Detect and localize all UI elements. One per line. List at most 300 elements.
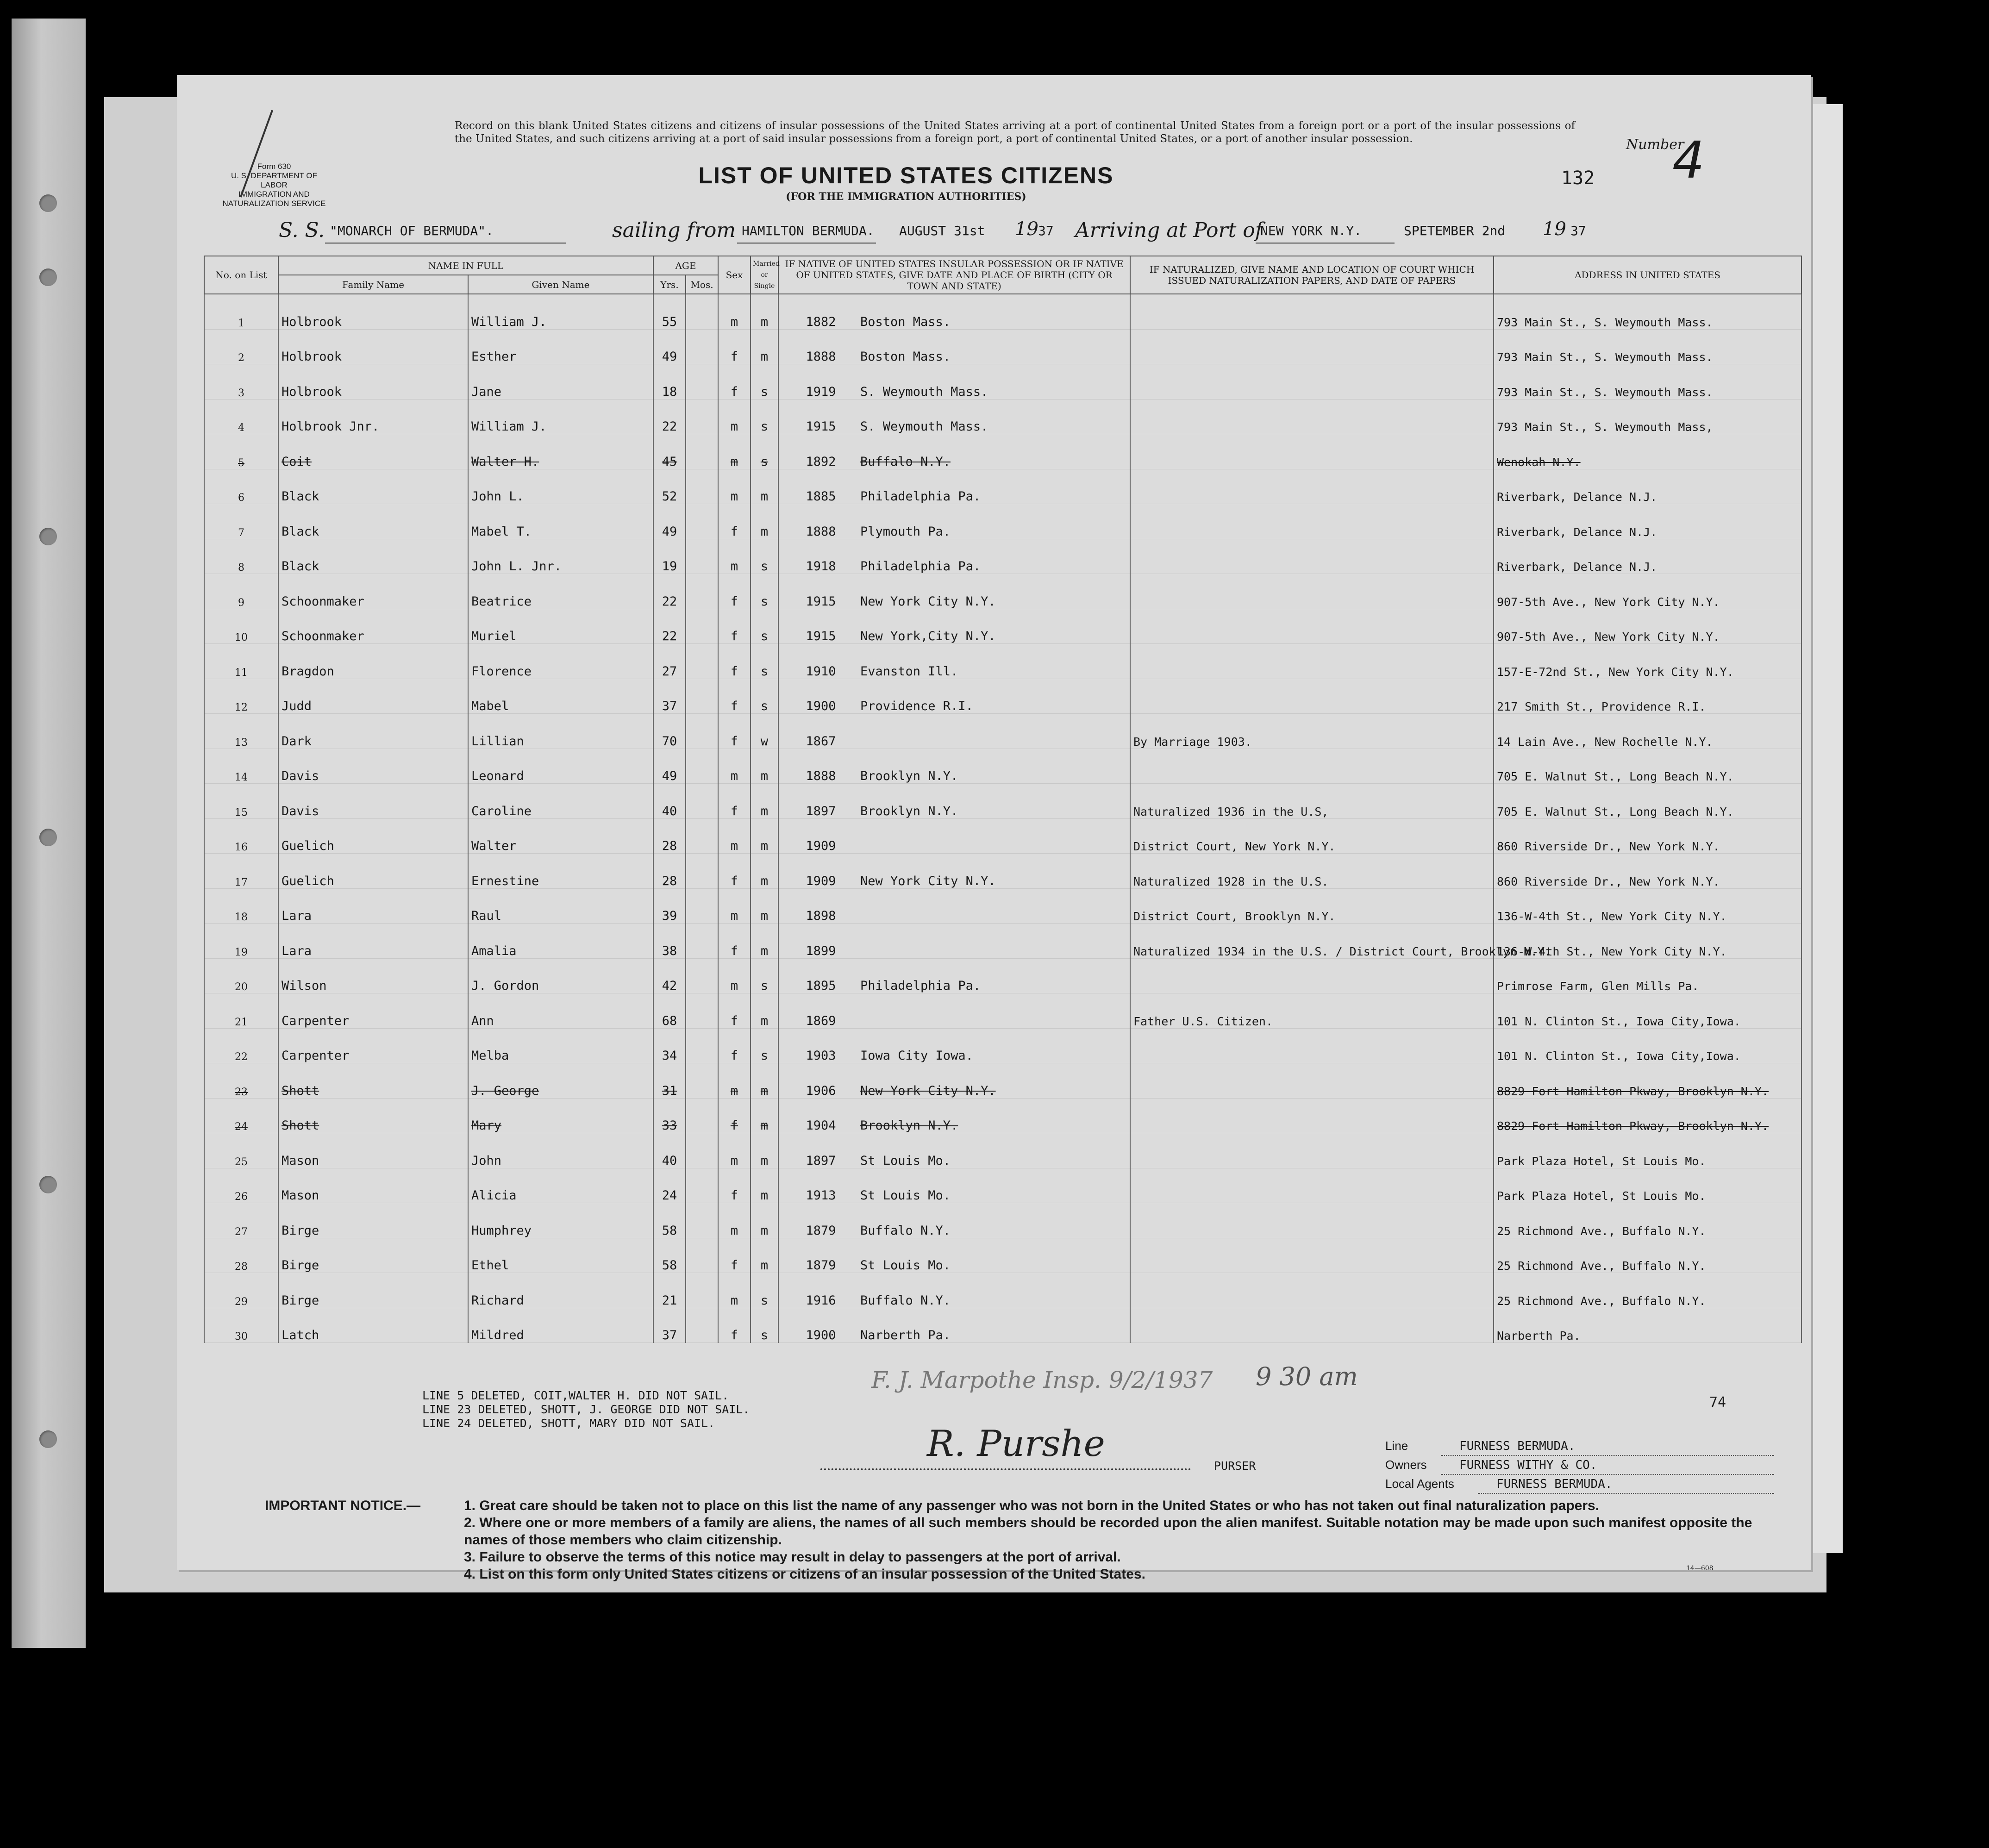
line-value: FURNESS BERMUDA. [1441,1437,1774,1456]
address-cell: 793 Main St., S. Weymouth Mass. [1494,364,1801,400]
row-number: 12 [204,679,278,714]
header-given-name: Given Name [468,275,653,294]
birth-place: Evanston Ill. [860,664,958,679]
birth-place: Providence R.I. [860,699,973,713]
table-row [204,679,1801,714]
row-number: 14 [204,749,278,784]
table-row [204,609,1801,644]
deleted-notes [422,1389,750,1430]
purser-signature-line [820,1468,1191,1470]
record-number: 132 [1561,168,1595,189]
given-name-cell: Richard [468,1273,653,1308]
header-sex: Sex [718,256,751,294]
page-title: LIST OF UNITED STATES CITIZENS [698,162,1114,188]
table-row [204,504,1801,539]
birth-place: S. Weymouth Mass. [860,384,988,399]
marital-cell: m [751,469,778,504]
manifest-table-wrap [204,256,1801,1501]
birth-year: 1879 [806,1258,836,1273]
agents-label: Local Agents [1385,1477,1454,1491]
birth-place: S. Weymouth Mass. [860,419,988,434]
address-cell: 793 Main St., S. Weymouth Mass, [1494,399,1801,434]
naturalized-cell [1130,329,1494,364]
age-months-cell [686,504,718,539]
marital-cell: s [751,644,778,679]
family-name-cell: Carpenter [278,1028,468,1063]
given-name-cell: Mildred [468,1308,653,1343]
age-years-cell: 27 [653,644,686,679]
age-months-cell [686,888,718,924]
marital-cell: m [751,888,778,924]
birth-year: 1888 [806,769,836,783]
birth-year: 1895 [806,979,836,993]
arrival-year: 37 [1570,223,1586,238]
birth-place: New York City N.Y. [860,594,996,609]
punch-hole [39,1430,57,1448]
birth-cell [778,888,1130,924]
line-label: Line [1385,1439,1408,1453]
sex-cell: m [718,469,751,504]
birth-year: 1910 [806,664,836,679]
birth-place: New York City N.Y. [860,1083,996,1098]
row-number: 21 [204,993,278,1029]
naturalized-cell [1130,1028,1494,1063]
given-name-cell: Amalia [468,924,653,959]
address-cell: 793 Main St., S. Weymouth Mass. [1494,294,1801,329]
age-months-cell [686,574,718,609]
age-years-cell: 70 [653,714,686,749]
birth-place: Philadelphia Pa. [860,559,981,574]
row-number: 16 [204,818,278,854]
family-name-cell: Coit [278,434,468,469]
given-name-cell: Florence [468,644,653,679]
address-cell: Park Plaza Hotel, St Louis Mo. [1494,1168,1801,1203]
naturalized-cell: By Marriage 1903. [1130,714,1494,749]
birth-cell [778,714,1130,749]
given-name-cell: Beatrice [468,574,653,609]
table-row [204,644,1801,679]
birth-year: 1897 [806,804,836,818]
birth-year: 1882 [806,314,836,329]
age-months-cell [686,294,718,329]
table-row [204,749,1801,784]
sex-cell: m [718,888,751,924]
table-row [204,329,1801,364]
naturalized-cell: Father U.S. Citizen. [1130,993,1494,1029]
header-birth: IF NATIVE OF UNITED STATES INSULAR POSSESSION OR IF NATIVE OF UNITED STATES, GIVE DATE AND PLACE OF BIRTH (CITY OR TOWN AND STATE) [778,256,1130,294]
table-row [204,888,1801,924]
company-info [1385,1437,1774,1494]
arrival-date: SPETEMBER 2nd [1404,223,1506,238]
row-number: 18 [204,888,278,924]
birth-year: 1898 [806,909,836,923]
naturalized-cell [1130,434,1494,469]
deleted-note: LINE 24 DELETED, SHOTT, MARY DID NOT SAIL. [422,1417,715,1430]
sex-cell: m [718,1133,751,1168]
birth-place: Buffalo N.Y. [860,1293,951,1308]
birth-year: 1915 [806,594,836,609]
birth-place: Plymouth Pa. [860,524,951,539]
table-row [204,1273,1801,1308]
birth-place: St Louis Mo. [860,1153,951,1168]
age-months-cell [686,714,718,749]
age-years-cell: 38 [653,924,686,959]
age-months-cell [686,644,718,679]
sex-cell: f [718,1238,751,1273]
row-number: 3 [204,364,278,400]
naturalized-cell [1130,679,1494,714]
table-row [204,1133,1801,1168]
sailing-label: sailing from [612,219,736,242]
address-cell: Park Plaza Hotel, St Louis Mo. [1494,1133,1801,1168]
birth-place: Boston Mass. [860,314,951,329]
given-name-cell: Raul [468,888,653,924]
birth-place: St Louis Mo. [860,1188,951,1203]
table-row [204,539,1801,574]
naturalized-cell [1130,1273,1494,1308]
table-row [204,1098,1801,1133]
age-months-cell [686,924,718,959]
given-name-cell: Caroline [468,784,653,819]
age-years-cell: 49 [653,504,686,539]
birth-cell [778,539,1130,574]
family-name-cell: Wilson [278,958,468,993]
age-months-cell [686,993,718,1029]
birth-year: 1899 [806,943,836,958]
marital-cell: m [751,749,778,784]
table-row [204,714,1801,749]
given-name-cell: Lillian [468,714,653,749]
family-name-cell: Birge [278,1273,468,1308]
birth-place: Philadelphia Pa. [860,979,981,993]
age-months-cell [686,854,718,889]
birth-year: 1892 [806,454,836,469]
birth-place: Boston Mass. [860,350,951,364]
ss-label: S. S. [279,219,325,242]
header-family-name: Family Name [278,275,468,294]
age-years-cell: 58 [653,1203,686,1238]
birth-cell [778,294,1130,329]
age-months-cell [686,818,718,854]
age-years-cell: 31 [653,1063,686,1099]
sex-cell: m [718,539,751,574]
address-cell: 25 Richmond Ave., Buffalo N.Y. [1494,1238,1801,1273]
birth-year: 1909 [806,839,836,853]
row-number: 2 [204,329,278,364]
address-cell: 14 Lain Ave., New Rochelle N.Y. [1494,714,1801,749]
table-row [204,1203,1801,1238]
header-no: No. on List [204,256,278,294]
right-sheet-edge [1806,104,1843,1553]
given-name-cell: Ethel [468,1238,653,1273]
table-row [204,924,1801,959]
age-months-cell [686,1063,718,1099]
address-cell: 157-E-72nd St., New York City N.Y. [1494,644,1801,679]
sex-cell: f [718,364,751,400]
family-name-cell: Guelich [278,818,468,854]
birth-place: Iowa City Iowa. [860,1049,973,1063]
birth-year: 1915 [806,419,836,434]
birth-year: 1900 [806,1328,836,1342]
address-cell: 25 Richmond Ave., Buffalo N.Y. [1494,1273,1801,1308]
binder-strip [12,19,86,1648]
marital-cell: m [751,818,778,854]
address-cell: 136-W-4th St., New York City N.Y. [1494,924,1801,959]
birth-cell [778,434,1130,469]
sex-cell: f [718,329,751,364]
age-years-cell: 42 [653,958,686,993]
address-cell: 217 Smith St., Providence R.I. [1494,679,1801,714]
marital-cell: s [751,574,778,609]
sex-cell: m [718,1273,751,1308]
agents-value: FURNESS BERMUDA. [1478,1475,1774,1494]
time-note: 9 30 am [1256,1362,1358,1391]
age-years-cell: 49 [653,749,686,784]
age-years-cell: 52 [653,469,686,504]
age-months-cell [686,609,718,644]
given-name-cell: William J. [468,294,653,329]
birth-year: 1888 [806,350,836,364]
birth-cell [778,504,1130,539]
age-months-cell [686,1273,718,1308]
row-number: 29 [204,1273,278,1308]
sailing-from: HAMILTON BERMUDA. [742,223,875,238]
row-number: 24 [204,1098,278,1133]
age-months-cell [686,399,718,434]
given-name-cell: John L. [468,469,653,504]
naturalized-cell [1130,469,1494,504]
marital-cell: w [751,714,778,749]
address-cell: 705 E. Walnut St., Long Beach N.Y. [1494,784,1801,819]
arrival-port: NEW YORK N.Y. [1260,223,1362,238]
family-name-cell: Guelich [278,854,468,889]
birth-year: 1867 [806,734,836,749]
address-cell: 860 Riverside Dr., New York N.Y. [1494,818,1801,854]
birth-year: 1915 [806,629,836,643]
naturalized-cell [1130,1063,1494,1099]
marital-cell: s [751,609,778,644]
naturalized-cell [1130,1098,1494,1133]
birth-cell [778,924,1130,959]
age-months-cell [686,679,718,714]
sex-cell: m [718,399,751,434]
address-cell: 8829 Fort Hamilton Pkway, Brooklyn N.Y. [1494,1098,1801,1133]
table-row [204,469,1801,504]
naturalized-cell [1130,1308,1494,1343]
marital-cell: m [751,784,778,819]
age-years-cell: 58 [653,1238,686,1273]
header-name-in-full: NAME IN FULL [278,256,653,275]
given-name-cell: Mabel T. [468,504,653,539]
birth-place: New York,City N.Y. [860,629,996,643]
age-years-cell: 49 [653,329,686,364]
given-name-cell: Mary [468,1098,653,1133]
birth-cell [778,364,1130,400]
age-years-cell: 22 [653,574,686,609]
birth-cell [778,1168,1130,1203]
departure-date: AUGUST 31st [899,223,985,238]
age-months-cell [686,469,718,504]
age-years-cell: 40 [653,784,686,819]
sex-cell: m [718,818,751,854]
age-years-cell: 39 [653,888,686,924]
given-name-cell: Mabel [468,679,653,714]
marital-cell: s [751,434,778,469]
arriving-label: Arriving at Port of [1075,219,1263,242]
notice-heading: IMPORTANT NOTICE.— [265,1498,421,1513]
given-name-cell: Melba [468,1028,653,1063]
birth-year: 1904 [806,1118,836,1133]
birth-place: New York City N.Y. [860,874,996,888]
sex-cell: f [718,679,751,714]
table-row [204,1028,1801,1063]
instruction-text: Record on this blank United States citizens and citizens of insular possessions of the United States arriving at a port of continental United States from a foreign port or a port of the insular possessions of the United States, and such citizens arriving at a port of said insular possessions from a foreign port, a port of continental United States, or a port of another insular possession. [455,120,1575,145]
age-years-cell: 21 [653,1273,686,1308]
family-name-cell: Davis [278,749,468,784]
row-number: 4 [204,399,278,434]
family-name-cell: Schoonmaker [278,574,468,609]
table-row [204,958,1801,993]
manifest-table [204,256,1802,1343]
family-name-cell: Davis [278,784,468,819]
birth-place: Buffalo N.Y. [860,1223,951,1238]
table-row [204,784,1801,819]
birth-year: 1909 [806,874,836,888]
family-name-cell: Black [278,539,468,574]
age-years-cell: 28 [653,854,686,889]
row-number: 7 [204,504,278,539]
page-subtitle: (FOR THE IMMIGRATION AUTHORITIES) [786,191,1026,203]
family-name-cell: Mason [278,1168,468,1203]
inspector-note: F. J. Marpothe Insp. 9/2/1937 [871,1367,1213,1393]
marital-cell: m [751,1063,778,1099]
table-row [204,574,1801,609]
sex-cell: f [718,784,751,819]
sex-cell: m [718,294,751,329]
manifest-page [177,75,1811,1582]
naturalized-cell: District Court, Brooklyn N.Y. [1130,888,1494,924]
notice-item: 4. List on this form only United States citizens or citizens of an insular possession of the United States. [464,1567,1145,1582]
punch-hole [39,194,57,212]
birth-cell [778,574,1130,609]
naturalized-cell: Naturalized 1928 in the U.S. [1130,854,1494,889]
age-years-cell: 45 [653,434,686,469]
table-row [204,399,1801,434]
given-name-cell: John L. Jnr. [468,539,653,574]
birth-cell [778,1308,1130,1343]
age-months-cell [686,1133,718,1168]
age-years-cell: 24 [653,1168,686,1203]
birth-year: 1916 [806,1293,836,1308]
given-name-cell: Ernestine [468,854,653,889]
naturalized-cell [1130,958,1494,993]
marital-cell: m [751,294,778,329]
family-name-cell: Schoonmaker [278,609,468,644]
address-cell: 8829 Fort Hamilton Pkway, Brooklyn N.Y. [1494,1063,1801,1099]
family-name-cell: Lara [278,888,468,924]
sex-cell: m [718,958,751,993]
given-name-cell: Walter H. [468,434,653,469]
family-name-cell: Bragdon [278,644,468,679]
age-years-cell: 22 [653,399,686,434]
family-name-cell: Latch [278,1308,468,1343]
birth-cell [778,329,1130,364]
row-number: 10 [204,609,278,644]
birth-place: Brooklyn N.Y. [860,804,958,818]
row-number: 19 [204,924,278,959]
family-name-cell: Holbrook [278,364,468,400]
birth-cell [778,469,1130,504]
marital-cell: s [751,1028,778,1063]
marital-cell: m [751,924,778,959]
age-years-cell: 55 [653,294,686,329]
table-row [204,294,1801,329]
family-name-cell: Judd [278,679,468,714]
family-name-cell: Shott [278,1098,468,1133]
sex-cell: f [718,644,751,679]
birth-year: 1869 [806,1013,836,1028]
birth-cell [778,644,1130,679]
naturalized-cell: Naturalized 1934 in the U.S. / District Court, Brooklyn N.Y. [1130,924,1494,959]
row-number: 6 [204,469,278,504]
birth-year: 1888 [806,524,836,539]
address-cell: 101 N. Clinton St., Iowa City,Iowa. [1494,1028,1801,1063]
age-months-cell [686,958,718,993]
sex-cell: f [718,504,751,539]
birth-cell [778,958,1130,993]
birth-cell [778,1273,1130,1308]
row-number: 17 [204,854,278,889]
age-years-cell: 18 [653,364,686,400]
page-number: 74 [1709,1394,1726,1411]
department: U. S. DEPARTMENT OF LABOR [231,171,318,189]
marital-cell: s [751,679,778,714]
marital-cell: s [751,399,778,434]
given-name-cell: J. Gordon [468,958,653,993]
marital-cell: m [751,1238,778,1273]
birth-cell [778,1063,1130,1099]
notice-item: 1. Great care should be taken not to place on this list the name of any passenger who was not born in the United States or who has not taken out final naturalization papers. [464,1498,1600,1513]
given-name-cell: John [468,1133,653,1168]
table-row [204,818,1801,854]
family-name-cell: Dark [278,714,468,749]
address-cell: Riverbark, Delance N.J. [1494,469,1801,504]
family-name-cell: Shott [278,1063,468,1099]
birth-place: Narberth Pa. [860,1328,951,1342]
birth-year: 1897 [806,1153,836,1168]
birth-cell [778,679,1130,714]
sex-cell: f [718,609,751,644]
row-number: 11 [204,644,278,679]
family-name-cell: Holbrook Jnr. [278,399,468,434]
birth-place: Buffalo N.Y. [860,454,951,469]
birth-year: 1885 [806,489,836,504]
row-number: 25 [204,1133,278,1168]
address-cell: Riverbark, Delance N.J. [1494,504,1801,539]
age-months-cell [686,1028,718,1063]
given-name-cell: Walter [468,818,653,854]
naturalized-cell [1130,294,1494,329]
age-years-cell: 19 [653,539,686,574]
age-years-cell: 33 [653,1098,686,1133]
family-name-cell: Mason [278,1133,468,1168]
marital-cell: m [751,854,778,889]
punch-hole [39,1176,57,1193]
given-name-cell: William J. [468,399,653,434]
row-number: 9 [204,574,278,609]
address-cell: Primrose Farm, Glen Mills Pa. [1494,958,1801,993]
marital-cell: m [751,1168,778,1203]
